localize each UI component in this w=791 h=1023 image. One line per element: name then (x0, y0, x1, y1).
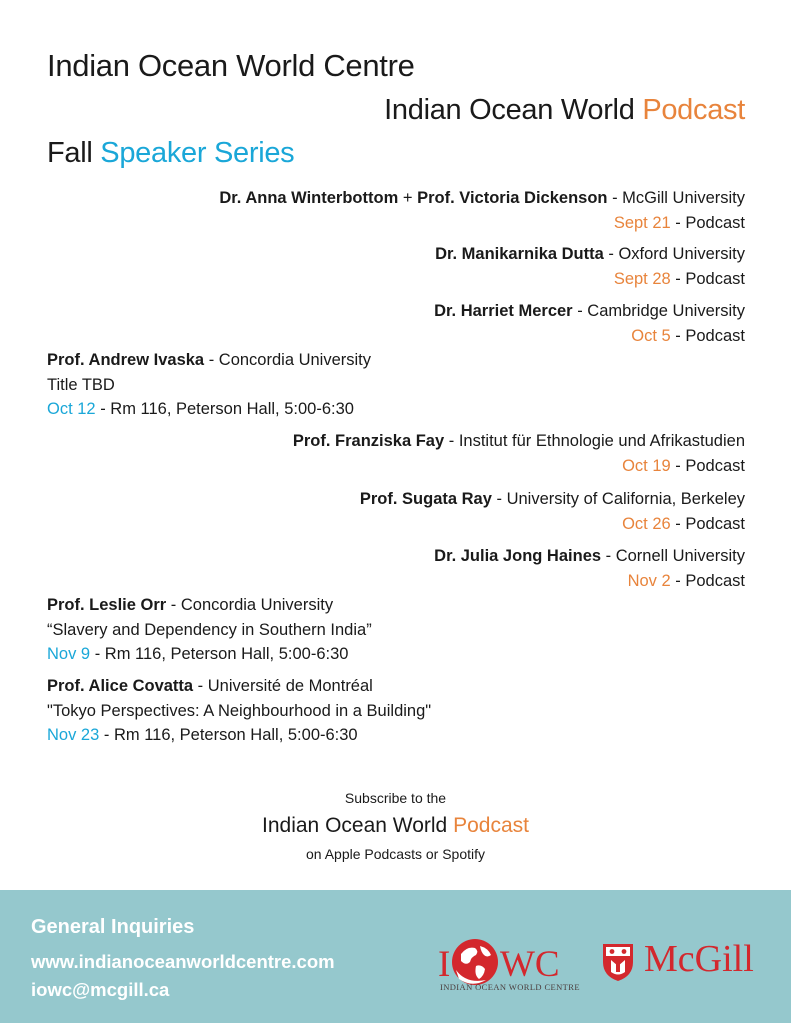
inquiries-heading: General Inquiries (31, 916, 195, 938)
speaker-name: Dr. Harriet Mercer (434, 302, 573, 320)
speaker-entry (47, 674, 431, 748)
speaker-name: Prof. Leslie Orr (47, 596, 167, 614)
talk-date: Nov 9 (47, 645, 91, 663)
speaker-name: Prof. Alice Covatta (47, 677, 194, 695)
speaker-name-2: Prof. Victoria Dickenson (417, 189, 608, 207)
speaker-entry (434, 544, 745, 593)
speaker-affiliation: - Cambridge University (572, 302, 745, 320)
subscribe-podcast-accent: Podcast (453, 814, 529, 837)
speaker-line (435, 242, 745, 267)
speaker-line (47, 674, 431, 699)
speaker-entry (434, 299, 745, 348)
speaker-line (434, 544, 745, 569)
speaker-line (47, 348, 371, 373)
speaker-entry (435, 242, 745, 291)
iowc-logo-letters-wc: WC (500, 944, 560, 985)
talk-date: Nov 2 (627, 571, 671, 590)
subscribe-podcast-main: Indian Ocean World (262, 814, 448, 837)
talk-title: "Tokyo Perspectives: A Neighbourhood in a Building" (47, 701, 432, 720)
speaker-entry (293, 429, 745, 478)
globe-icon (452, 939, 498, 985)
speaker-affiliation: - Concordia University (204, 351, 372, 369)
podcast-title-main: Indian Ocean World (384, 94, 635, 126)
speaker-name: Prof. Franziska Fay (292, 432, 445, 450)
speaker-name: Dr. Julia Jong Haines (434, 547, 602, 565)
date-line (47, 642, 372, 667)
speaker-line (219, 186, 745, 211)
date-line (219, 211, 745, 236)
talk-date: Sept 21 (613, 213, 671, 232)
talk-title: Title TBD (47, 375, 115, 394)
speaker-line (360, 487, 745, 512)
series-title-accent: Speaker Series (100, 137, 295, 169)
speaker-entry (219, 186, 745, 235)
iowc-logo-subtext: INDIAN OCEAN WORLD CENTRE (440, 982, 580, 992)
date-line (47, 397, 371, 422)
talk-date: Oct 12 (47, 400, 96, 418)
speaker-affiliation: - University of California, Berkeley (491, 490, 745, 508)
date-line (293, 454, 745, 479)
date-line (47, 723, 431, 748)
subscribe-podcast-title (0, 814, 791, 838)
speaker-line (293, 429, 745, 454)
speaker-name: Dr. Anna Winterbottom (219, 189, 399, 207)
talk-venue: - Podcast (670, 514, 745, 533)
speaker-join: + (398, 189, 418, 207)
talk-date: Nov 23 (47, 726, 100, 744)
footer-band (0, 890, 791, 1023)
speaker-line (434, 299, 745, 324)
speaker-affiliation: - Institut für Ethnologie und Afrikastudien (444, 432, 745, 450)
date-line (435, 267, 745, 292)
talk-title: “Slavery and Dependency in Southern India” (47, 620, 372, 639)
talk-venue: - Rm 116, Peterson Hall, 5:00-6:30 (95, 400, 354, 418)
speaker-name: Prof. Andrew Ivaska (47, 351, 205, 369)
subscribe-intro: Subscribe to the (344, 790, 447, 806)
speaker-affiliation: - Concordia University (166, 596, 334, 614)
series-title-main: Fall (47, 137, 93, 169)
speaker-name: Prof. Sugata Ray (359, 490, 492, 508)
email-link[interactable]: iowc@mcgill.ca (31, 979, 170, 1000)
speaker-line (47, 593, 372, 618)
date-line (434, 569, 745, 594)
speaker-entry (360, 487, 745, 536)
talk-date: Oct 19 (622, 456, 671, 475)
podcast-title (384, 94, 745, 127)
speaker-name: Dr. Manikarnika Dutta (435, 245, 604, 263)
talk-venue: - Podcast (670, 269, 745, 288)
speaker-entry (47, 348, 371, 422)
talk-venue: - Podcast (670, 456, 745, 475)
date-line (434, 324, 745, 349)
speaker-affiliation: - Cornell University (601, 547, 745, 565)
talk-venue: - Podcast (670, 213, 745, 232)
iowc-logo-letter-i: I (438, 944, 451, 985)
centre-title: Indian Ocean World Centre (47, 48, 415, 83)
talk-venue: - Podcast (670, 571, 745, 590)
mcgill-crest-icon (601, 942, 635, 982)
speaker-affiliation: - Oxford University (603, 245, 745, 263)
talk-venue: - Rm 116, Peterson Hall, 5:00-6:30 (99, 726, 358, 744)
talk-date: Oct 5 (631, 326, 671, 345)
talk-venue: - Rm 116, Peterson Hall, 5:00-6:30 (90, 645, 349, 663)
talk-venue: - Podcast (670, 326, 745, 345)
talk-date: Sept 28 (613, 269, 671, 288)
speaker-affiliation: - McGill University (607, 189, 745, 207)
speaker-affiliation: - Université de Montréal (193, 677, 373, 695)
subscribe-platforms: on Apple Podcasts or Spotify (306, 846, 485, 862)
mcgill-logo: McGill (644, 938, 754, 980)
talk-date: Oct 26 (622, 514, 671, 533)
date-line (360, 512, 745, 537)
podcast-title-accent: Podcast (642, 94, 745, 126)
series-title (47, 137, 294, 170)
website-link[interactable]: www.indianoceanworldcentre.com (31, 951, 335, 972)
speaker-entry (47, 593, 372, 667)
